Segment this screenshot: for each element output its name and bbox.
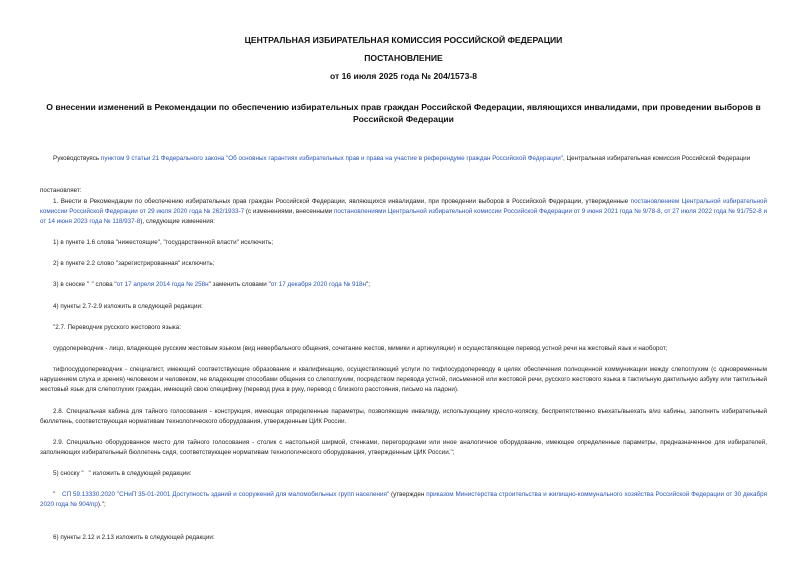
resolution-2020-link[interactable]: постановлением Центральной избирательной комиссии Российской Федерации от 29 июля 2020 года № 262/1933-7 <box>40 198 767 216</box>
document-title: О внесении изменений в Рекомендации по обеспечению избирательных прав граждан Российской Федерации, являющихся инвалидами, при проведении выборов в Российской Федерации <box>46 102 761 124</box>
footnote-mark-3: ** <box>55 491 61 498</box>
document-type-heading: ПОСТАНОВЛЕНИЕ <box>364 53 443 63</box>
document-date-number: от 16 июля 2025 года № 204/1573-8 <box>329 71 478 81</box>
preamble-text-2: , Центральная избирательная комиссия Российской Федерации <box>562 155 751 162</box>
footnote-text-3: (утвержден <box>389 491 427 498</box>
subitem-5-text-2: " изложить в следующей редакции: <box>88 470 192 477</box>
footnote-text-4: )."; <box>97 501 106 509</box>
footnote-mark-1: * <box>89 281 92 288</box>
subitem-5-text-1: 5) сноску " <box>53 470 84 477</box>
preamble-text-1: Руководствуясь <box>53 155 101 162</box>
item-1-text-1: 1. Внести в Рекомендации по обеспечению избирательных прав граждан Российской Федерации, являющихся инвалидами, при проведении выборов в Российской Федерации, утвержденные <box>53 198 631 205</box>
footnote-text <box>40 490 767 510</box>
order-2020-link[interactable]: от 17 декабря 2020 года № 918н <box>270 281 366 288</box>
building-code-link[interactable]: СП 59.13330.2020 "СНиП 35-01-2001 Доступность зданий и сооружений для маломобильных групп населения" <box>62 491 390 498</box>
item-1-text-3: ), следующие изменения: <box>140 218 215 226</box>
subitem-6: 6) пункты 2.12 и 2.13 изложить в следующей редакции: <box>53 534 215 541</box>
subitem-3-text-3: " заменить словами " <box>208 281 271 288</box>
deafblind-interpreter-definition: тифлосурдопереводчик - специалист, имеющий соответствующие образование и квалификацию, осуществляющий услуги по тифлосурдопереводу в целях обеспечения полноценной коммуникации между слепоглухим (с одновременным нарушением слуха и зрения) человеком и человеком, не владеющим способами общения со слепоглухим, посредством перевода устной, письменной или жестовой речи, русского жестового языка в тактильную дактильную азбуку или тактильный жестовый язык для слепоглухих граждан, имеющий свою специфику (перевод рука в руку, перевод с близкого расстояния, письмо на ладони). <box>40 366 767 394</box>
resolves-line: постановляет: <box>40 187 82 194</box>
item-1-text-2: (с изменениями, внесенными <box>244 208 334 216</box>
ministry-order-link[interactable]: приказом Министерства строительства и жилищно-коммунального хозяйства Российской Федерации от 30 декабря 2020 года № 904/пр <box>40 491 767 509</box>
subitem-5 <box>40 469 767 479</box>
preamble-paragraph <box>40 154 767 164</box>
clause-2-7-heading: "2.7. Переводчик русского жестового языка: <box>53 324 182 331</box>
clause-2-9: 2.9. Специально оборудованное место для тайного голосования - столик с настольной ширмой, стенками, перегородками или иное аналогичное оборудование, имеющее определенные параметры, предназначенное для избирателей, заполняющих избирательный бюллетень сидя, соответствующее нормативам технологического оборудования, утвержденным ЦИК России."; <box>40 439 767 457</box>
footnote-mark-2: ** <box>83 470 89 477</box>
subitem-3-text-2: " слова " <box>91 281 117 288</box>
order-2014-link[interactable]: от 17 апреля 2014 года № 258н <box>116 281 209 288</box>
subitem-3-text-1: 3) в сноске " <box>53 281 90 288</box>
subitem-3 <box>40 280 767 290</box>
item-1-paragraph <box>40 197 767 228</box>
subitem-1: 1) в пункте 1.6 слова "нижестоящие", "государственной власти" исключить; <box>53 239 274 246</box>
footnote-text-1: " <box>53 491 56 498</box>
organization-heading: ЦЕНТРАЛЬНАЯ ИЗБИРАТЕЛЬНАЯ КОМИССИЯ РОССИЙСКОЙ ФЕДЕРАЦИИ <box>244 35 563 45</box>
federal-law-link[interactable]: пунктом 9 статьи 21 Федерального закона "Об основных гарантиях избирательных прав и права на участие в референдуме граждан Российской Федерации" <box>100 155 563 162</box>
subitem-3-text-4: "; <box>365 281 370 288</box>
subitem-2: 2) в пункте 2.2 слово "зарегистрированная" исключить; <box>53 260 215 267</box>
amending-resolutions-link[interactable]: постановлениями Центральной избирательной комиссии Российской Федерации от 9 июня 2021 года № 9/78-8, от 27 июля 2022 года № 91/752-8 и от 14 июня 2023 года № 118/937-8 <box>40 208 767 226</box>
clause-2-8: 2.8. Специальная кабина для тайного голосования - конструкция, имеющая определенные параметры, позволяющие инвалиду, использующему кресло-коляску, беспрепятственно въехать/выехать в/из кабины, заполнить избирательный бюллетень, соответствующая нормативам технологического оборудования, утвержденным ЦИК России. <box>40 408 767 426</box>
sign-interpreter-definition: сурдопереводчик - лицо, владеющее русским жестовым языком (вид невербального общения, сочетание жестов, мимики и артикуляции) и осуществляющее перевод устной речи на жестовый язык и наоборот; <box>53 345 668 352</box>
subitem-4: 4) пункты 2.7-2.9 изложить в следующей редакции: <box>53 303 203 310</box>
